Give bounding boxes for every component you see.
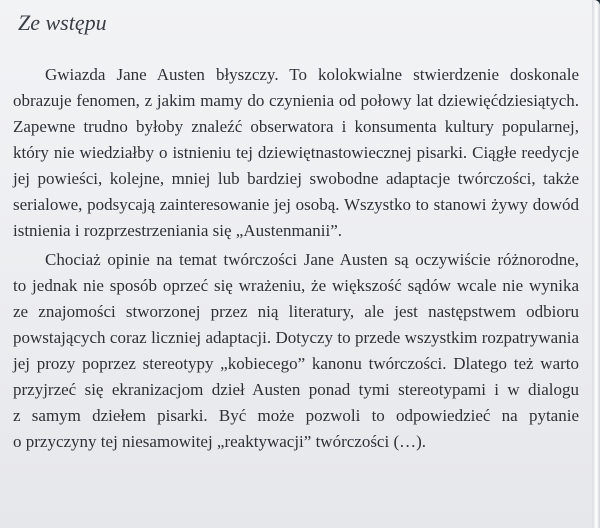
page-edge	[592, 0, 600, 528]
page-title: Ze wstępu	[18, 10, 107, 35]
text-line: Zapewne trudno byłoby znaleźć obserwatora i konsumenta kultury popularnej,	[13, 117, 579, 136]
text-line: przyjrzeć się ekranizacjom dzieł Austen ponad tymi stereotypami i w dialogu	[13, 380, 579, 399]
paragraph-2	[13, 247, 579, 455]
text-line: jej powieści, kolejne, mniej lub bardziej swobodne adaptacje twórczości, także	[13, 169, 579, 188]
text-line: z samym dziełem pisarki. Być może pozwoli to odpowiedzieć na pytanie	[13, 406, 579, 425]
text-line: o przyczyny tej niesamowitej „reaktywacji” twórczości (…).	[13, 432, 427, 451]
body-text	[13, 62, 579, 455]
text-line: istnienia i rozprzestrzeniania się „Austenmanii”.	[13, 221, 343, 240]
text-line: serialowe, podsycają zainteresowanie jej osobą. Wszystko to stanowi żywy dowód	[13, 195, 579, 214]
text-line: Chociaż opinie na temat twórczości Jane Austen są oczywiście różnorodne,	[45, 250, 579, 269]
text-line: który nie wiedziałby o istnieniu tej dziewiętnastowiecznej pisarki. Ciągłe reedycje	[13, 143, 579, 162]
text-line: to jednak nie sposób oprzeć się wrażeniu, że większość sądów wcale nie wynika	[13, 276, 579, 295]
paragraph-1	[13, 62, 579, 244]
text-line: jej prozy poprzez stereotypy „kobiecego” kanonu twórczości. Dlatego też warto	[13, 354, 579, 373]
text-line: powstających coraz liczniej adaptacji. Dotyczy to przede wszystkim rozpatrywania	[13, 328, 579, 347]
text-line: Gwiazda Jane Austen błyszczy. To kolokwialne stwierdzenie doskonale	[45, 65, 579, 84]
text-line: obrazuje fenomen, z jakim mamy do czynienia od połowy lat dziewięćdziesiątych.	[13, 91, 579, 110]
text-line: ze znajomości stworzonej przez nią literatury, ale jest następstwem odbioru	[13, 302, 579, 321]
